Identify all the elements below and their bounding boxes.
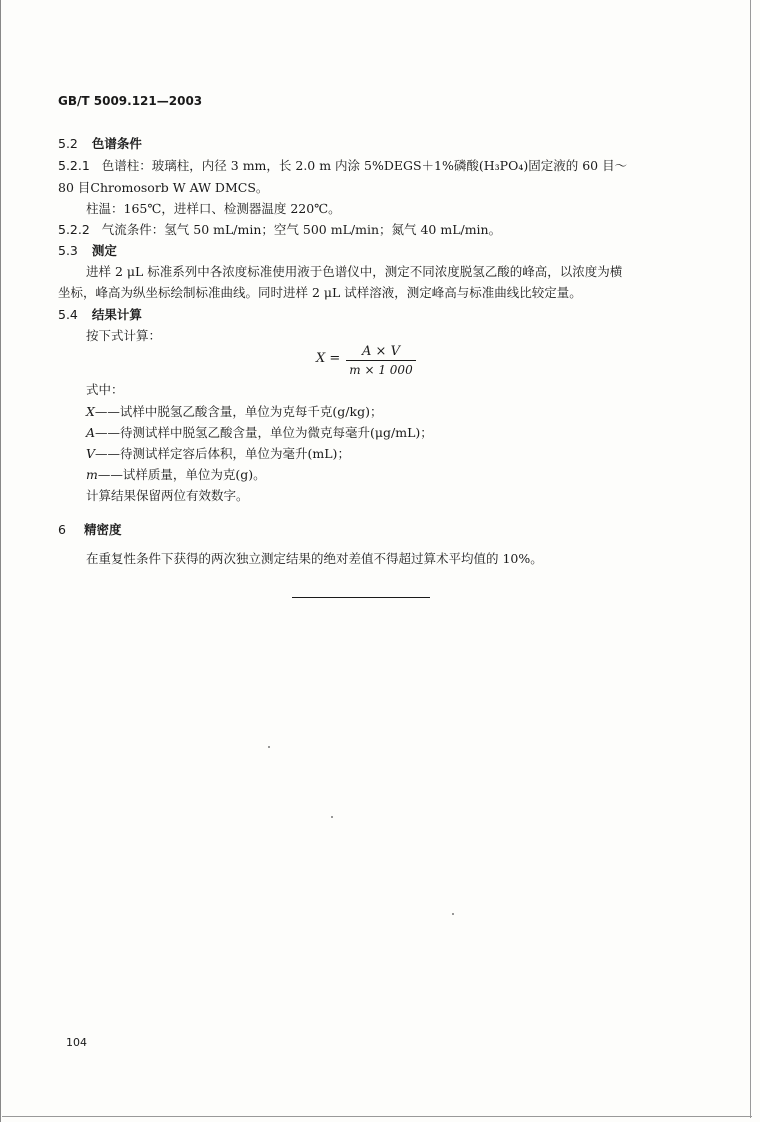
formula-intro: 按下式计算： <box>86 328 162 343</box>
section-number: 5.3 <box>58 243 78 258</box>
section-title: 结果计算 <box>91 307 142 322</box>
scan-speck <box>331 816 333 818</box>
variable-definition <box>86 403 382 420</box>
result-formula <box>316 344 416 378</box>
where-label: 式中： <box>86 382 124 397</box>
scan-edge-right <box>750 0 751 1118</box>
variable-symbol: A <box>86 425 96 440</box>
formula-denominator: m × 1 000 <box>349 363 413 377</box>
section-title: 测定 <box>91 243 117 258</box>
section-number: 5.4 <box>58 307 78 322</box>
section-number: 5.2.1 <box>58 158 90 173</box>
formula-numerator: A × V <box>362 344 400 359</box>
section-title: 色谱条件 <box>91 136 142 151</box>
section-5-2-heading <box>58 135 142 152</box>
variable-definition <box>86 466 266 483</box>
scan-edge-bottom <box>2 1116 752 1117</box>
variable-symbol: X <box>86 404 95 419</box>
paragraph-text: 色谱柱：玻璃柱，内径 3 mm，长 2.0 m 内涂 5%DEGS＋1%磷酸(H₃PO₄)固定液的 60 目～ <box>101 158 628 173</box>
formula-lhs: X = <box>316 351 341 366</box>
paragraph-text: 气流条件：氢气 50 mL/min；空气 500 mL/min；氮气 40 mL/min。 <box>101 222 502 237</box>
scan-edge-left <box>0 0 1 1122</box>
variable-definition <box>86 445 350 462</box>
section-5-2-1-line-2: 80 目Chromosorb W AW DMCS。 <box>58 180 269 195</box>
section-5-3-line-1: 进样 2 μL 标准系列中各浓度标准使用液于色谱仪中，测定不同浓度脱氢乙酸的峰高，以浓度为横 <box>86 264 623 279</box>
section-5-3-heading <box>58 242 117 259</box>
variable-definition <box>86 424 433 441</box>
formula-fraction <box>346 344 416 378</box>
section-number: 6 <box>58 522 66 537</box>
section-5-2-2 <box>58 221 501 238</box>
end-rule <box>292 597 430 598</box>
variable-description: ——试样中脱氢乙酸含量，单位为克每千克(g/kg)； <box>94 404 383 419</box>
section-5-4-heading <box>58 306 142 323</box>
variable-symbol: V <box>86 446 96 461</box>
section-5-2-1-line-3: 柱温：165℃，进样口、检测器温度 220℃。 <box>86 201 341 216</box>
section-title: 精密度 <box>83 522 122 537</box>
section-number: 5.2 <box>58 136 78 151</box>
rounding-note: 计算结果保留两位有效数字。 <box>86 488 249 503</box>
scan-speck <box>452 913 454 915</box>
standard-number: GB/T 5009.121—2003 <box>58 94 203 108</box>
section-6-heading <box>58 521 121 538</box>
section-5-3-line-2: 坐标，峰高为纵坐标绘制标准曲线。同时进样 2 μL 试样溶液，测定峰高与标准曲线比较定量。 <box>58 285 582 300</box>
fraction-bar <box>346 360 416 361</box>
variable-description: ——待测试样定容后体积，单位为毫升(mL)； <box>95 446 350 461</box>
variable-description: ——待测试样中脱氢乙酸含量，单位为微克每毫升(μg/mL)； <box>95 425 433 440</box>
page-number: 104 <box>66 1036 87 1049</box>
section-5-2-1-line-1 <box>58 157 627 174</box>
variable-description: ——试样质量，单位为克(g)。 <box>97 467 266 482</box>
precision-text: 在重复性条件下获得的两次独立测定结果的绝对差值不得超过算术平均值的 10%。 <box>86 551 543 566</box>
variable-symbol: m <box>86 467 98 482</box>
section-number: 5.2.2 <box>58 222 90 237</box>
scan-speck <box>268 746 270 748</box>
